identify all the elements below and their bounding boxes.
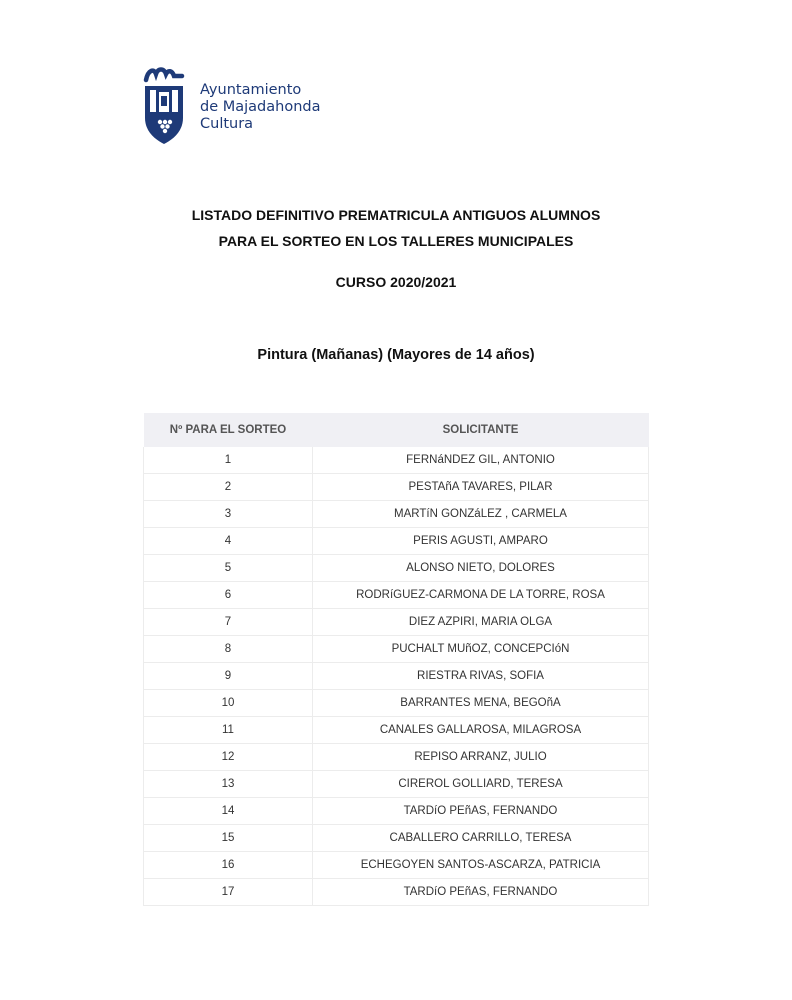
applicant-name-cell: DIEZ AZPIRI, MARIA OLGA (313, 609, 649, 636)
applicant-name-cell: RODRíGUEZ-CARMONA DE LA TORRE, ROSA (313, 582, 649, 609)
table-row (144, 555, 649, 582)
coat-of-arms-icon (142, 66, 186, 146)
applicant-name-cell: PERIS AGUSTI, AMPARO (313, 528, 649, 555)
applicant-name-cell: TARDíO PEñAS, FERNANDO (313, 879, 649, 906)
applicant-name-cell: PESTAñA TAVARES, PILAR (313, 474, 649, 501)
applicant-name-cell: ALONSO NIETO, DOLORES (313, 555, 649, 582)
logo-line-2: de Majadahonda (200, 99, 321, 115)
document-title-line-2: PARA EL SORTEO EN LOS TALLERES MUNICIPALES (218, 233, 574, 249)
draw-number-cell: 2 (144, 474, 313, 501)
draw-number-cell: 7 (144, 609, 313, 636)
table-row (144, 798, 649, 825)
table-row (144, 582, 649, 609)
logo-text (200, 82, 320, 133)
table-row (144, 744, 649, 771)
applicant-name-cell: TARDíO PEñAS, FERNANDO (313, 798, 649, 825)
table-row (144, 879, 649, 906)
applicant-name-cell: BARRANTES MENA, BEGOñA (313, 690, 649, 717)
applicant-name-cell: CIREROL GOLLIARD, TERESA (313, 771, 649, 798)
draw-number-cell: 4 (144, 528, 313, 555)
draw-number-cell: 15 (144, 825, 313, 852)
table-row (144, 825, 649, 852)
applicant-name-cell: REPISO ARRANZ, JULIO (313, 744, 649, 771)
table-header-row (144, 413, 649, 447)
draw-number-cell: 13 (144, 771, 313, 798)
draw-number-cell: 14 (144, 798, 313, 825)
table-row (144, 528, 649, 555)
draw-number-cell: 10 (144, 690, 313, 717)
applicant-name-cell: PUCHALT MUñOZ, CONCEPCIóN (313, 636, 649, 663)
table-row (144, 852, 649, 879)
table-body (144, 447, 649, 906)
table-row (144, 690, 649, 717)
draw-number-cell: 3 (144, 501, 313, 528)
draw-number-cell: 5 (144, 555, 313, 582)
table-row (144, 663, 649, 690)
table-row (144, 447, 649, 474)
municipal-logo (142, 66, 320, 146)
workshop-title: Pintura (Mañanas) (Mayores de 14 años) (257, 347, 535, 363)
table-row (144, 609, 649, 636)
column-header-applicant: SOLICITANTE (313, 413, 649, 447)
draw-number-cell: 12 (144, 744, 313, 771)
applicant-name-cell: FERNáNDEZ GIL, ANTONIO (313, 447, 649, 474)
applicant-name-cell: CABALLERO CARRILLO, TERESA (313, 825, 649, 852)
draw-number-cell: 11 (144, 717, 313, 744)
draw-number-cell: 9 (144, 663, 313, 690)
draw-number-cell: 1 (144, 447, 313, 474)
logo-line-3: Cultura (200, 116, 254, 132)
column-header-number: Nº PARA EL SORTEO (144, 413, 313, 447)
logo-line-1: Ayuntamiento (200, 82, 302, 98)
table-row (144, 771, 649, 798)
draw-number-cell: 17 (144, 879, 313, 906)
document-title-line-1: LISTADO DEFINITIVO PREMATRICULA ANTIGUOS ALUMNOS (191, 207, 601, 223)
table-row (144, 474, 649, 501)
table-row (144, 636, 649, 663)
applicant-name-cell: RIESTRA RIVAS, SOFIA (313, 663, 649, 690)
draw-number-cell: 16 (144, 852, 313, 879)
draw-number-cell: 8 (144, 636, 313, 663)
applicant-name-cell: CANALES GALLAROSA, MILAGROSA (313, 717, 649, 744)
applicant-name-cell: MARTíN GONZáLEZ , CARMELA (313, 501, 649, 528)
draw-number-cell: 6 (144, 582, 313, 609)
applicant-name-cell: ECHEGOYEN SANTOS-ASCARZA, PATRICIA (313, 852, 649, 879)
course-label: CURSO 2020/2021 (335, 274, 457, 290)
table-row (144, 717, 649, 744)
applicants-table (143, 413, 649, 906)
table-row (144, 501, 649, 528)
